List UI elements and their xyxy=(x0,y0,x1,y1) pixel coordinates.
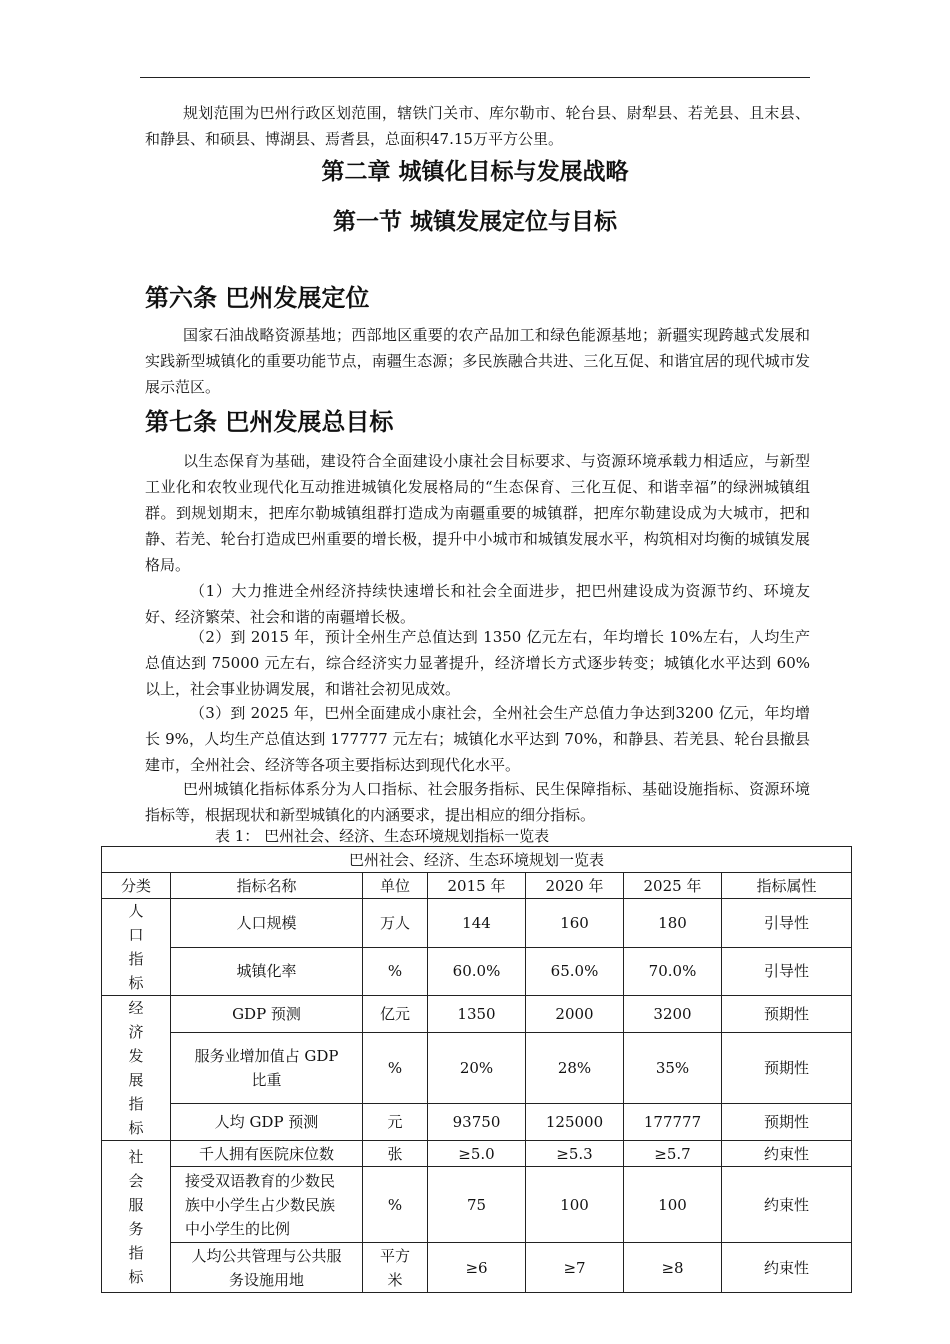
value-2015: 93750 xyxy=(428,1104,526,1141)
value-2015: ≥5.0 xyxy=(428,1141,526,1167)
attribute-cell: 约束性 xyxy=(722,1167,852,1243)
value-2020: 160 xyxy=(526,899,624,948)
header-cell: 2025 年 xyxy=(624,873,722,899)
header-rule xyxy=(140,77,810,78)
indicator-name: 服务业增加值占 GDP 比重 xyxy=(171,1032,363,1103)
unit-cell: 元 xyxy=(363,1104,428,1141)
value-2020: 65.0% xyxy=(526,947,624,996)
unit-cell: % xyxy=(363,1167,428,1243)
table-row xyxy=(102,899,852,948)
value-2025: 100 xyxy=(624,1167,722,1243)
attribute-cell: 预期性 xyxy=(722,996,852,1033)
attribute-cell: 引导性 xyxy=(722,899,852,948)
section-title: 第一节 城镇发展定位与目标 xyxy=(332,209,617,235)
value-2015: 20% xyxy=(428,1032,526,1103)
header-cell: 2015 年 xyxy=(428,873,526,899)
unit-cell: % xyxy=(363,947,428,996)
unit-cell: 平方米 xyxy=(363,1243,428,1293)
intro-paragraph: 规划范围为巴州行政区划范围，辖铁门关市、库尔勒市、轮台县、尉犁县、若羌县、且末县、和静县、和硕县、博湖县、焉耆县，总面积47.15万平方公里。 xyxy=(145,104,810,148)
value-2020: ≥5.3 xyxy=(526,1141,624,1167)
table-header-row xyxy=(102,873,852,899)
value-2020: 28% xyxy=(526,1032,624,1103)
indicator-name: 人均公共管理与公共服务设施用地 xyxy=(171,1243,363,1293)
table-row xyxy=(102,1141,852,1167)
article6-title: 第六条 巴州发展定位 xyxy=(145,284,370,312)
indicator-name: 接受双语教育的少数民族中小学生占少数民族中小学生的比例 xyxy=(171,1167,363,1243)
unit-cell: 张 xyxy=(363,1141,428,1167)
table-caption: 表 1： 巴州社会、经济、生态环境规划指标一览表 xyxy=(215,827,550,845)
table-title: 巴州社会、经济、生态环境规划一览表 xyxy=(102,847,852,873)
group-cell-social: 社会服务指标 xyxy=(102,1141,171,1293)
value-2020: 125000 xyxy=(526,1104,624,1141)
table-row xyxy=(102,947,852,996)
group-cell-population: 人口指标 xyxy=(102,899,171,996)
article7-body: 以生态保育为基础，建设符合全面建设小康社会目标要求、与资源环境承载力相适应，与新型工业化和农牧业现代化互动推进城镇化发展格局的“生态保育、三化互促、和谐幸福”的绿洲城镇组群。到规划期末，把库尔勒城镇组群打造成为南疆重要的城镇群，把库尔勒建设成为大城市，把和静、若羌、轮台打造成巴州重要的增长极，提升中小城市和城镇发展水平，构筑相对均衡的城镇发展格局。 xyxy=(145,452,810,574)
indicator-name: 人口规模 xyxy=(171,899,363,948)
article6-body: 国家石油战略资源基地；西部地区重要的农产品加工和绿色能源基地；新疆实现跨越式发展和实践新型城镇化的重要功能节点，南疆生态源；多民族融合共进、三化互促、和谐宜居的现代城市发展示范区。 xyxy=(145,326,810,396)
value-2025: 3200 xyxy=(624,996,722,1033)
value-2020: ≥7 xyxy=(526,1243,624,1293)
indicator-name: GDP 预测 xyxy=(171,996,363,1033)
value-2025: ≥5.7 xyxy=(624,1141,722,1167)
article7-summary: 巴州城镇化指标体系分为人口指标、社会服务指标、民生保障指标、基础设施指标、资源环境指标等，根据现状和新型城镇化的内涵要求，提出相应的细分指标。 xyxy=(145,780,810,824)
value-2025: 180 xyxy=(624,899,722,948)
table-row xyxy=(102,1243,852,1293)
article7-item2: （2）到 2015 年，预计全州生产总值达到 1350 亿元左右，年均增长 10%左右，人均生产总值达到 75000 元左右，综合经济实力显著提升，经济增长方式逐步转变；城镇化水平达到 60%以上，社会事业协调发展，和谐社会初见成效。 xyxy=(145,628,810,698)
header-cell: 指标属性 xyxy=(722,873,852,899)
indicator-name: 千人拥有医院床位数 xyxy=(171,1141,363,1167)
value-2025: 177777 xyxy=(624,1104,722,1141)
indicator-table xyxy=(101,846,852,1293)
value-2025: 70.0% xyxy=(624,947,722,996)
attribute-cell: 引导性 xyxy=(722,947,852,996)
table-row xyxy=(102,1032,852,1103)
indicator-name: 城镇化率 xyxy=(171,947,363,996)
header-cell: 指标名称 xyxy=(171,873,363,899)
value-2015: 1350 xyxy=(428,996,526,1033)
value-2025: ≥8 xyxy=(624,1243,722,1293)
group-cell-economy: 经济发展指标 xyxy=(102,996,171,1141)
attribute-cell: 预期性 xyxy=(722,1104,852,1141)
unit-cell: % xyxy=(363,1032,428,1103)
table-row xyxy=(102,1167,852,1243)
value-2015: 60.0% xyxy=(428,947,526,996)
article7-item1: （1）大力推进全州经济持续快速增长和社会全面进步，把巴州建设成为资源节约、环境友好、经济繁荣、社会和谐的南疆增长极。 xyxy=(145,582,810,626)
unit-cell: 亿元 xyxy=(363,996,428,1033)
value-2015: 144 xyxy=(428,899,526,948)
chapter-title: 第二章 城镇化目标与发展战略 xyxy=(321,159,629,185)
value-2025: 35% xyxy=(624,1032,722,1103)
value-2020: 100 xyxy=(526,1167,624,1243)
article7-item3: （3）到 2025 年，巴州全面建成小康社会，全州社会生产总值力争达到3200 亿元，年均增长 9%，人均生产总值达到 177777 元左右；城镇化水平达到 70%，和静县、若羌县、轮台县撤县建市，全州社会、经济等各项主要指标达到现代化水平。 xyxy=(145,704,810,774)
article7-title: 第七条 巴州发展总目标 xyxy=(145,408,394,436)
header-cell: 2020 年 xyxy=(526,873,624,899)
unit-cell: 万人 xyxy=(363,899,428,948)
value-2015: 75 xyxy=(428,1167,526,1243)
value-2015: ≥6 xyxy=(428,1243,526,1293)
table-row xyxy=(102,1104,852,1141)
attribute-cell: 预期性 xyxy=(722,1032,852,1103)
value-2020: 2000 xyxy=(526,996,624,1033)
attribute-cell: 约束性 xyxy=(722,1243,852,1293)
attribute-cell: 约束性 xyxy=(722,1141,852,1167)
indicator-name: 人均 GDP 预测 xyxy=(171,1104,363,1141)
table-row xyxy=(102,996,852,1033)
header-cell: 单位 xyxy=(363,873,428,899)
header-cell: 分类 xyxy=(102,873,171,899)
